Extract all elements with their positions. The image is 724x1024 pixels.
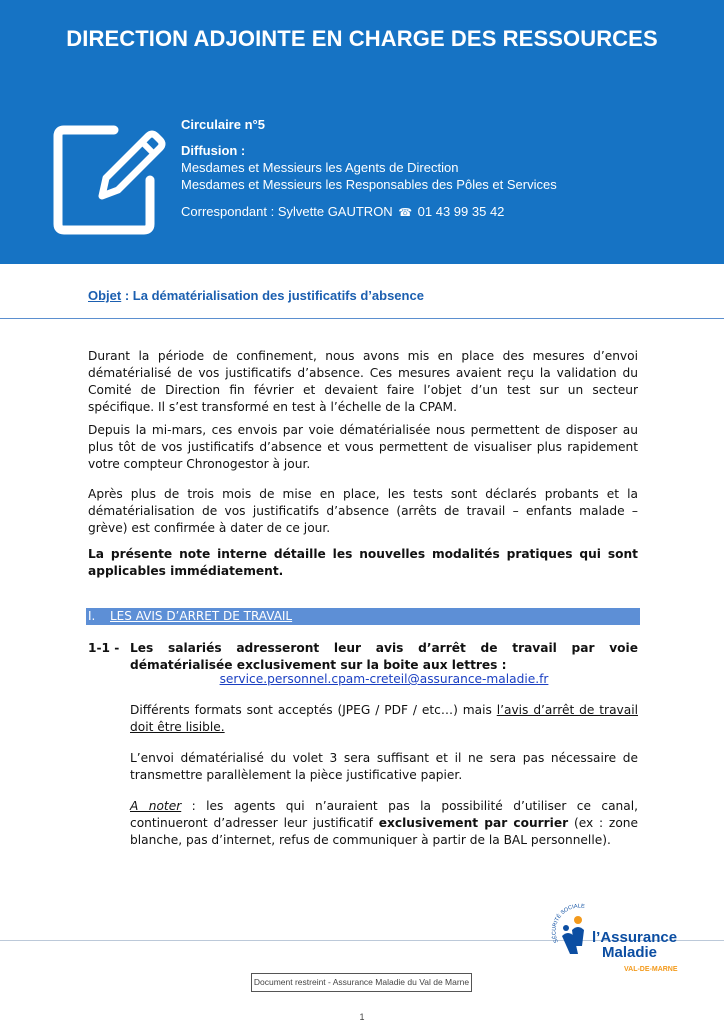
assurance-maladie-logo [548,902,688,982]
svg-text:l’Assurance: l’Assurance [592,929,678,946]
svg-text:SÉCURITÉ SOCIALE: SÉCURITÉ SOCIALE [551,903,586,944]
item-lead: Les salariés adresseront leur avis d’arrêt de travail par voie dématérialisée exclusivement sur la boite aux lettres : [130,641,638,672]
divider [0,318,724,319]
section-heading [86,608,640,625]
svg-text:Maladie: Maladie [602,944,658,961]
note-paragraph [130,798,638,849]
paragraph: Après plus de trois mois de mise en place, les tests sont déclarés probants et la dématérialisation de vos justificatifs d’absence (arrêts de travail – enfants malade – grève) est confirmée à dater de ce jour. [88,487,638,535]
note-emphasis: exclusivement par courrier [378,816,569,830]
section-title: LES AVIS D’ARRET DE TRAVAIL [110,609,293,623]
svg-text:VAL-DE-MARNE: VAL-DE-MARNE [624,966,678,973]
subject-text: : La dématérialisation des justificatifs d’absence [121,288,424,303]
diffusion-line: Mesdames et Messieurs les Agents de Direction [181,160,459,175]
circular-number: Circulaire n°5 [181,117,265,132]
section-number: I. [88,609,96,623]
subject-label: Objet [88,288,122,303]
email-link[interactable]: service.personnel.cpam-creteil@assurance-maladie.fr [219,672,549,686]
correspondent-name: Correspondant : Sylvette GAUTRON [181,204,393,219]
diffusion-label: Diffusion : [181,143,246,158]
paragraph-emphasis: La présente note interne détaille les nouvelles modalités pratiques qui sont applicables immédiatement. [88,547,638,578]
circular-info [181,116,557,222]
subject-line [88,288,424,303]
paragraph: Durant la période de confinement, nous avons mis en place des mesures d’envoi dématérialisé de vos justificatifs d’absence. Ces mesures avaient reçu la validation du Comité de Direction fin février et devaient faire l’objet d’un test sur un secteur spécifique. Il s’est transformé en test à l’échelle de la CPAM. [88,349,638,414]
edit-document-icon [52,116,172,236]
note-label: A noter [130,799,182,813]
phone-icon: ☎ [398,207,413,219]
correspondent-phone: 01 43 99 35 42 [417,204,505,219]
item-number: 1-1 - [88,641,120,655]
note-text: : les agents qui n’auraient pas la possibilité d’utiliser ce canal, continueront d’adresser leur justificatif [130,799,639,830]
formats-text: Différents formats sont acceptés (JPEG / PDF / etc…) mais [130,703,497,717]
page-number: 1 [359,1012,365,1022]
formats-emphasis: l’avis d’arrêt de travail doit être lisible. [130,703,638,734]
formats-paragraph [130,702,638,736]
department-title: DIRECTION ADJOINTE EN CHARGE DES RESSOURCES [66,26,658,51]
note-text-end: (ex : zone blanche, pas d’internet, refus de communiquer à partir de la BAL personnelle). [130,816,638,847]
header-banner [0,0,724,264]
diffusion-line: Mesdames et Messieurs les Responsables des Pôles et Services [181,177,557,192]
paragraph: Depuis la mi-mars, ces envois par voie dématérialisée nous permettent de disposer au plus tôt de vos justificatifs d’absence et vous permettent de visualiser plus rapidement votre compteur Chronogestor à jour. [88,423,638,471]
correspondent-line [181,203,557,222]
volet-paragraph: L’envoi dématérialisé du volet 3 sera suffisant et il ne sera pas nécessaire de transmettre parallèlement la pièce justificative papier. [130,751,638,782]
footer-notice: Document restreint - Assurance Maladie du Val de Marne [251,973,472,992]
